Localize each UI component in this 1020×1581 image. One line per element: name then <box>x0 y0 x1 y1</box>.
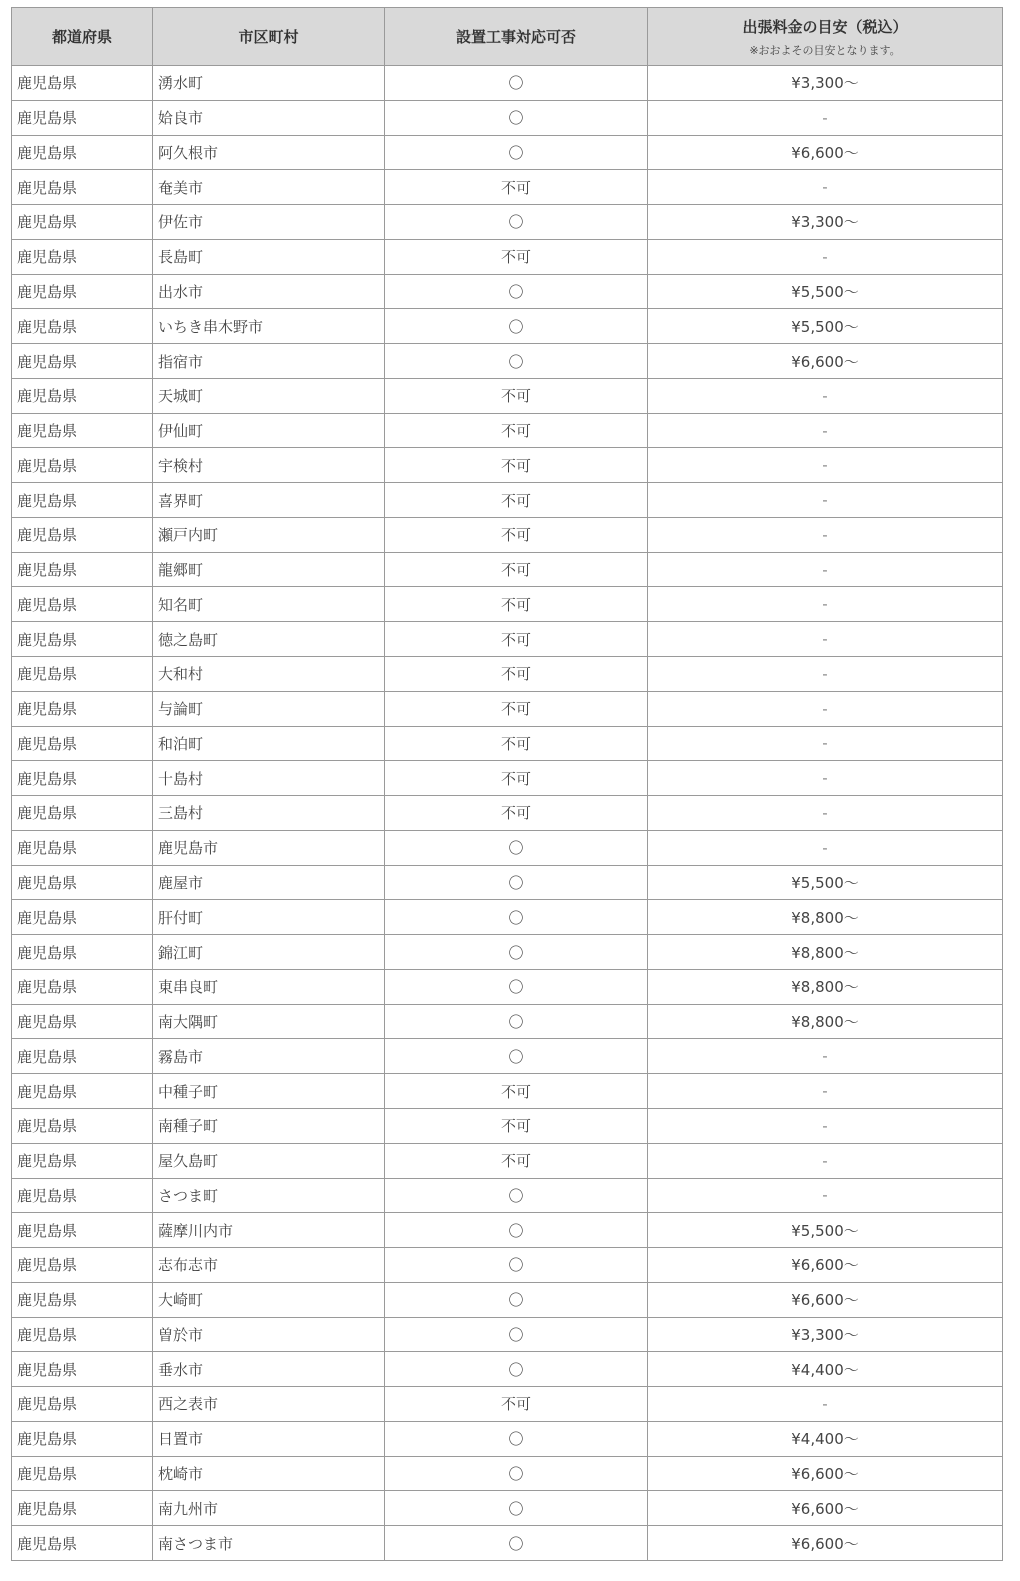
cell-prefecture: 鹿児島県 <box>12 448 153 483</box>
header-fee-label: 出張料金の目安（税込） <box>742 17 908 36</box>
cell-fee: - <box>648 170 1003 205</box>
cell-fee: ¥3,300～ <box>648 1317 1003 1352</box>
cell-installation: 不可 <box>385 378 648 413</box>
cell-installation: 不可 <box>385 657 648 692</box>
cell-prefecture: 鹿児島県 <box>12 969 153 1004</box>
cell-prefecture: 鹿児島県 <box>12 170 153 205</box>
cell-prefecture: 鹿児島県 <box>12 1352 153 1387</box>
table-row <box>12 691 1003 726</box>
cell-municipality: 指宿市 <box>153 344 385 379</box>
cell-installation: 〇 <box>385 66 648 101</box>
cell-municipality: 長島町 <box>153 239 385 274</box>
table-row <box>12 378 1003 413</box>
cell-prefecture: 鹿児島県 <box>12 309 153 344</box>
cell-installation: 〇 <box>385 1317 648 1352</box>
cell-installation: 〇 <box>385 1178 648 1213</box>
cell-fee: - <box>648 1178 1003 1213</box>
cell-fee: - <box>648 1387 1003 1422</box>
cell-prefecture: 鹿児島県 <box>12 1074 153 1109</box>
cell-prefecture: 鹿児島県 <box>12 900 153 935</box>
cell-fee: - <box>648 691 1003 726</box>
cell-prefecture: 鹿児島県 <box>12 587 153 622</box>
cell-fee: ¥3,300～ <box>648 205 1003 240</box>
cell-municipality: 屋久島町 <box>153 1143 385 1178</box>
cell-municipality: 錦江町 <box>153 935 385 970</box>
cell-fee: ¥6,600～ <box>648 1282 1003 1317</box>
cell-prefecture: 鹿児島県 <box>12 1526 153 1561</box>
cell-fee: - <box>648 517 1003 552</box>
cell-municipality: 出水市 <box>153 274 385 309</box>
header-fee-note: ※おおよその目安となります。 <box>749 43 901 57</box>
cell-prefecture: 鹿児島県 <box>12 205 153 240</box>
cell-fee: - <box>648 761 1003 796</box>
cell-prefecture: 鹿児島県 <box>12 1387 153 1422</box>
cell-fee: ¥8,800～ <box>648 969 1003 1004</box>
cell-installation: 不可 <box>385 448 648 483</box>
table-row <box>12 726 1003 761</box>
header-row <box>12 8 1003 66</box>
cell-municipality: 知名町 <box>153 587 385 622</box>
cell-prefecture: 鹿児島県 <box>12 1178 153 1213</box>
cell-fee: ¥4,400～ <box>648 1352 1003 1387</box>
header-fee <box>648 8 1003 66</box>
cell-municipality: 伊仙町 <box>153 413 385 448</box>
cell-municipality: 志布志市 <box>153 1248 385 1283</box>
cell-prefecture: 鹿児島県 <box>12 1456 153 1491</box>
table-row <box>12 1143 1003 1178</box>
cell-prefecture: 鹿児島県 <box>12 413 153 448</box>
cell-fee: - <box>648 1143 1003 1178</box>
table-row <box>12 1421 1003 1456</box>
cell-prefecture: 鹿児島県 <box>12 100 153 135</box>
cell-municipality: 天城町 <box>153 378 385 413</box>
table-row <box>12 796 1003 831</box>
table-row <box>12 344 1003 379</box>
cell-fee: - <box>648 726 1003 761</box>
header-prefecture: 都道府県 <box>12 8 153 66</box>
table-row <box>12 830 1003 865</box>
table-row <box>12 587 1003 622</box>
cell-installation: 〇 <box>385 100 648 135</box>
cell-municipality: 三島村 <box>153 796 385 831</box>
cell-installation: 不可 <box>385 1143 648 1178</box>
cell-fee: ¥5,500～ <box>648 309 1003 344</box>
table-row <box>12 66 1003 101</box>
cell-installation: 〇 <box>385 205 648 240</box>
cell-municipality: 肝付町 <box>153 900 385 935</box>
table-row <box>12 1213 1003 1248</box>
cell-municipality: 徳之島町 <box>153 622 385 657</box>
cell-fee: ¥6,600～ <box>648 1248 1003 1283</box>
cell-prefecture: 鹿児島県 <box>12 552 153 587</box>
cell-prefecture: 鹿児島県 <box>12 1143 153 1178</box>
cell-installation: 〇 <box>385 135 648 170</box>
cell-municipality: 与論町 <box>153 691 385 726</box>
cell-installation: 〇 <box>385 1352 648 1387</box>
cell-municipality: 瀬戸内町 <box>153 517 385 552</box>
cell-installation: 〇 <box>385 1282 648 1317</box>
cell-installation: 〇 <box>385 1248 648 1283</box>
cell-municipality: 南さつま市 <box>153 1526 385 1561</box>
cell-prefecture: 鹿児島県 <box>12 483 153 518</box>
cell-municipality: 南種子町 <box>153 1108 385 1143</box>
service-area-table <box>11 7 1003 1561</box>
cell-installation: 不可 <box>385 691 648 726</box>
cell-municipality: さつま町 <box>153 1178 385 1213</box>
table-body <box>12 66 1003 1561</box>
table-row <box>12 1039 1003 1074</box>
cell-installation: 不可 <box>385 622 648 657</box>
cell-municipality: 大崎町 <box>153 1282 385 1317</box>
cell-fee: - <box>648 100 1003 135</box>
cell-installation: 〇 <box>385 830 648 865</box>
cell-municipality: 喜界町 <box>153 483 385 518</box>
table-row <box>12 935 1003 970</box>
cell-prefecture: 鹿児島県 <box>12 378 153 413</box>
cell-installation: 〇 <box>385 969 648 1004</box>
cell-fee: - <box>648 657 1003 692</box>
table-row <box>12 1456 1003 1491</box>
cell-installation: 〇 <box>385 309 648 344</box>
cell-prefecture: 鹿児島県 <box>12 1491 153 1526</box>
cell-prefecture: 鹿児島県 <box>12 726 153 761</box>
cell-fee: ¥5,500～ <box>648 865 1003 900</box>
table-row <box>12 969 1003 1004</box>
cell-municipality: 薩摩川内市 <box>153 1213 385 1248</box>
cell-fee: ¥3,300～ <box>648 66 1003 101</box>
cell-municipality: 湧水町 <box>153 66 385 101</box>
cell-fee: ¥8,800～ <box>648 900 1003 935</box>
cell-municipality: 和泊町 <box>153 726 385 761</box>
cell-installation: 〇 <box>385 1039 648 1074</box>
cell-municipality: いちき串木野市 <box>153 309 385 344</box>
cell-installation: 〇 <box>385 1456 648 1491</box>
table-row <box>12 413 1003 448</box>
cell-fee: ¥6,600～ <box>648 1456 1003 1491</box>
cell-prefecture: 鹿児島県 <box>12 1248 153 1283</box>
table-row <box>12 239 1003 274</box>
cell-prefecture: 鹿児島県 <box>12 796 153 831</box>
cell-installation: 不可 <box>385 796 648 831</box>
header-municipality: 市区町村 <box>153 8 385 66</box>
table-row <box>12 1491 1003 1526</box>
cell-municipality: 曽於市 <box>153 1317 385 1352</box>
table-row <box>12 865 1003 900</box>
cell-prefecture: 鹿児島県 <box>12 274 153 309</box>
cell-prefecture: 鹿児島県 <box>12 865 153 900</box>
cell-fee: ¥6,600～ <box>648 344 1003 379</box>
cell-municipality: 中種子町 <box>153 1074 385 1109</box>
table-row <box>12 309 1003 344</box>
cell-installation: 不可 <box>385 413 648 448</box>
table-row <box>12 448 1003 483</box>
cell-prefecture: 鹿児島県 <box>12 517 153 552</box>
cell-municipality: 奄美市 <box>153 170 385 205</box>
cell-installation: 〇 <box>385 1004 648 1039</box>
table-row <box>12 761 1003 796</box>
cell-fee: - <box>648 552 1003 587</box>
table-header <box>12 8 1003 66</box>
cell-prefecture: 鹿児島県 <box>12 1108 153 1143</box>
table-row <box>12 1074 1003 1109</box>
table-row <box>12 517 1003 552</box>
cell-prefecture: 鹿児島県 <box>12 1213 153 1248</box>
cell-fee: ¥8,800～ <box>648 1004 1003 1039</box>
table-row <box>12 205 1003 240</box>
cell-municipality: 龍郷町 <box>153 552 385 587</box>
cell-installation: 〇 <box>385 1526 648 1561</box>
cell-installation: 不可 <box>385 483 648 518</box>
cell-installation: 〇 <box>385 274 648 309</box>
cell-fee: - <box>648 1074 1003 1109</box>
cell-prefecture: 鹿児島県 <box>12 239 153 274</box>
cell-municipality: 垂水市 <box>153 1352 385 1387</box>
cell-municipality: 姶良市 <box>153 100 385 135</box>
cell-fee: - <box>648 239 1003 274</box>
cell-municipality: 東串良町 <box>153 969 385 1004</box>
cell-fee: - <box>648 622 1003 657</box>
cell-prefecture: 鹿児島県 <box>12 1039 153 1074</box>
table-row <box>12 657 1003 692</box>
table-row <box>12 1352 1003 1387</box>
cell-installation: 不可 <box>385 587 648 622</box>
cell-installation: 不可 <box>385 1387 648 1422</box>
cell-installation: 不可 <box>385 552 648 587</box>
cell-fee: ¥4,400～ <box>648 1421 1003 1456</box>
cell-municipality: 西之表市 <box>153 1387 385 1422</box>
cell-fee: ¥5,500～ <box>648 1213 1003 1248</box>
table-row <box>12 170 1003 205</box>
cell-fee: - <box>648 413 1003 448</box>
table-row <box>12 622 1003 657</box>
table-row <box>12 1248 1003 1283</box>
cell-municipality: 鹿児島市 <box>153 830 385 865</box>
cell-prefecture: 鹿児島県 <box>12 657 153 692</box>
cell-installation: 〇 <box>385 935 648 970</box>
service-area-table-container <box>11 7 1002 1561</box>
cell-municipality: 南大隅町 <box>153 1004 385 1039</box>
cell-municipality: 霧島市 <box>153 1039 385 1074</box>
cell-installation: 〇 <box>385 900 648 935</box>
cell-municipality: 宇検村 <box>153 448 385 483</box>
table-row <box>12 1108 1003 1143</box>
cell-prefecture: 鹿児島県 <box>12 935 153 970</box>
table-row <box>12 274 1003 309</box>
table-row <box>12 135 1003 170</box>
cell-municipality: 日置市 <box>153 1421 385 1456</box>
table-row <box>12 1317 1003 1352</box>
cell-installation: 不可 <box>385 1108 648 1143</box>
cell-prefecture: 鹿児島県 <box>12 1282 153 1317</box>
cell-fee: - <box>648 796 1003 831</box>
cell-prefecture: 鹿児島県 <box>12 135 153 170</box>
cell-installation: 〇 <box>385 1491 648 1526</box>
cell-prefecture: 鹿児島県 <box>12 66 153 101</box>
cell-municipality: 阿久根市 <box>153 135 385 170</box>
cell-installation: 不可 <box>385 170 648 205</box>
cell-installation: 不可 <box>385 726 648 761</box>
cell-prefecture: 鹿児島県 <box>12 622 153 657</box>
table-row <box>12 1387 1003 1422</box>
cell-installation: 不可 <box>385 239 648 274</box>
cell-prefecture: 鹿児島県 <box>12 691 153 726</box>
header-installation: 設置工事対応可否 <box>385 8 648 66</box>
table-row <box>12 1004 1003 1039</box>
cell-municipality: 大和村 <box>153 657 385 692</box>
cell-fee: - <box>648 483 1003 518</box>
table-row <box>12 1526 1003 1561</box>
cell-prefecture: 鹿児島県 <box>12 761 153 796</box>
table-row <box>12 100 1003 135</box>
cell-prefecture: 鹿児島県 <box>12 830 153 865</box>
cell-installation: 不可 <box>385 761 648 796</box>
cell-prefecture: 鹿児島県 <box>12 1317 153 1352</box>
table-row <box>12 1282 1003 1317</box>
cell-installation: 不可 <box>385 1074 648 1109</box>
cell-prefecture: 鹿児島県 <box>12 1004 153 1039</box>
cell-installation: 不可 <box>385 517 648 552</box>
cell-fee: ¥6,600～ <box>648 1491 1003 1526</box>
cell-municipality: 伊佐市 <box>153 205 385 240</box>
cell-fee: - <box>648 587 1003 622</box>
cell-fee: - <box>648 448 1003 483</box>
cell-fee: - <box>648 1108 1003 1143</box>
cell-installation: 〇 <box>385 344 648 379</box>
cell-prefecture: 鹿児島県 <box>12 1421 153 1456</box>
cell-fee: - <box>648 1039 1003 1074</box>
table-row <box>12 1178 1003 1213</box>
cell-fee: ¥5,500～ <box>648 274 1003 309</box>
cell-installation: 〇 <box>385 1213 648 1248</box>
table-row <box>12 552 1003 587</box>
cell-installation: 〇 <box>385 865 648 900</box>
cell-installation: 〇 <box>385 1421 648 1456</box>
cell-fee: ¥6,600～ <box>648 135 1003 170</box>
cell-fee: - <box>648 378 1003 413</box>
table-row <box>12 900 1003 935</box>
cell-fee: - <box>648 830 1003 865</box>
cell-fee: ¥6,600～ <box>648 1526 1003 1561</box>
cell-fee: ¥8,800～ <box>648 935 1003 970</box>
cell-municipality: 鹿屋市 <box>153 865 385 900</box>
cell-municipality: 十島村 <box>153 761 385 796</box>
cell-prefecture: 鹿児島県 <box>12 344 153 379</box>
cell-municipality: 南九州市 <box>153 1491 385 1526</box>
table-row <box>12 483 1003 518</box>
cell-municipality: 枕崎市 <box>153 1456 385 1491</box>
